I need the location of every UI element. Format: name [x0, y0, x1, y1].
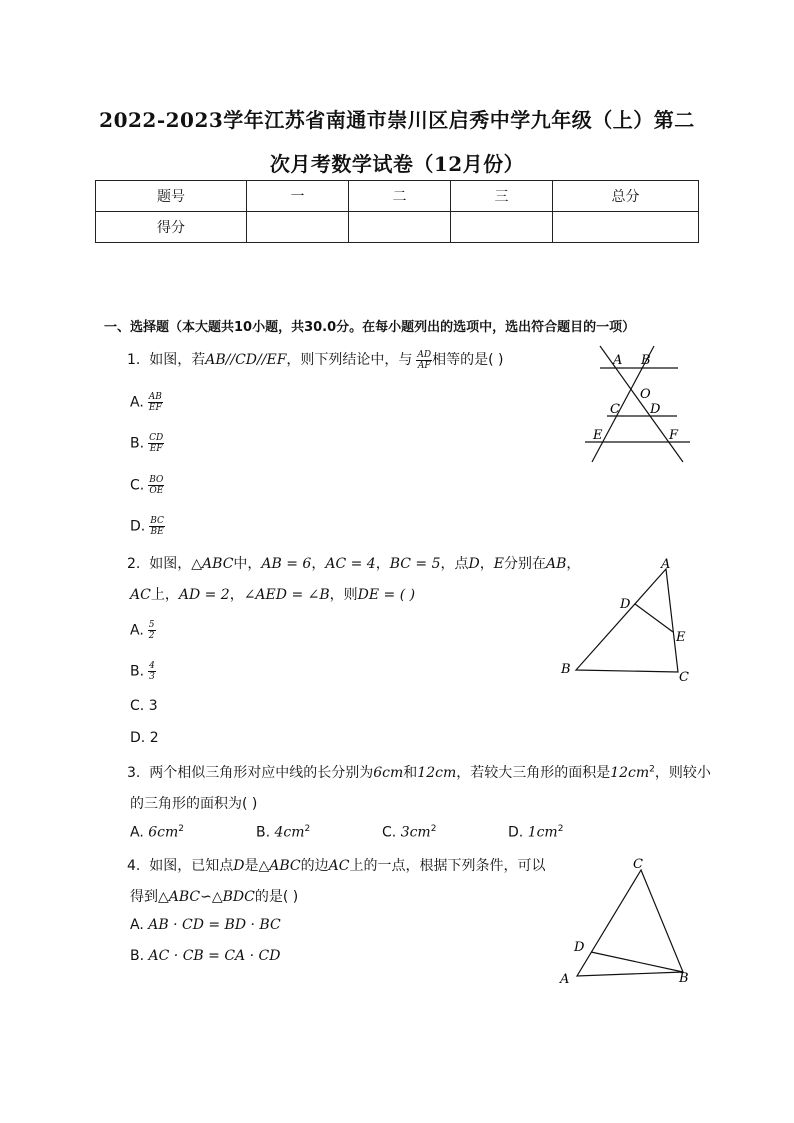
q4-option-b[interactable]	[130, 948, 280, 964]
score-cell[interactable]	[247, 212, 349, 243]
fraction	[148, 392, 163, 413]
math-expression: AC = 4	[325, 556, 376, 572]
triangle-abc	[576, 569, 678, 672]
math-expression: 6cm	[373, 765, 404, 781]
fraction-denominator: OE	[149, 486, 164, 496]
fraction	[148, 620, 156, 641]
label-e: E	[593, 428, 603, 443]
option-letter: A.	[130, 917, 144, 933]
question-number: 2.	[127, 556, 141, 572]
question-text: 中，	[233, 556, 262, 572]
question-text: ，点	[440, 556, 469, 572]
label-d: D	[574, 940, 585, 955]
fraction	[148, 433, 164, 454]
score-header-cell: 二	[349, 181, 451, 212]
question-number: 4.	[127, 858, 141, 874]
label-e: E	[676, 630, 686, 645]
question-text: 得到	[130, 889, 158, 905]
label-b: B	[561, 662, 571, 677]
question-text: 和	[403, 765, 418, 781]
label-c: C	[610, 402, 620, 417]
math-expression: BC = 5	[389, 556, 441, 572]
math-expression: 12cm	[610, 765, 650, 781]
option-letter: C.	[130, 698, 145, 714]
score-row-label: 得分	[96, 212, 247, 243]
fraction-numerator: BO	[149, 475, 164, 485]
q3-option-a[interactable]	[130, 824, 184, 841]
question-4	[127, 855, 545, 875]
math-expression: 12cm	[417, 765, 457, 781]
question-3-line2: 的三角形的面积为( )	[130, 796, 258, 812]
superscript: 2	[178, 824, 184, 834]
section-heading: 一、选择题（本大题共10小题，共30.0分。在每小题列出的选项中，选出符合题目的一项）	[104, 320, 636, 335]
q2-option-d[interactable]	[130, 730, 159, 746]
question-text: ，	[229, 587, 244, 603]
segment-bd	[591, 952, 683, 972]
question-text: ，	[566, 556, 581, 572]
question-text: ，则较小	[654, 765, 711, 781]
option-value: AB · CD = BD · BC	[148, 917, 281, 933]
question-text: 如图，已知点	[149, 858, 234, 874]
fraction-denominator: BE	[150, 527, 164, 537]
exam-title-line2: 次月考数学试卷（12月份）	[269, 152, 525, 176]
math-expression: AD = 2	[178, 587, 230, 603]
option-letter: D.	[130, 730, 146, 746]
option-letter: C.	[382, 824, 397, 841]
option-value: 1cm	[527, 824, 558, 841]
fraction	[148, 661, 156, 682]
fraction	[148, 475, 164, 496]
question-text: 如图，	[149, 556, 192, 572]
question-text: 上，	[150, 587, 179, 603]
fraction-numerator: AD	[417, 349, 432, 360]
question-text: 的边	[300, 858, 329, 874]
question-1	[127, 349, 504, 371]
math-expression: E	[493, 556, 504, 572]
option-letter: B.	[130, 948, 145, 964]
score-table-score-row	[96, 212, 699, 243]
label-c: C	[679, 670, 689, 685]
math-expression: AB	[546, 556, 567, 572]
segment-de	[635, 604, 673, 632]
score-table-header-row	[96, 181, 699, 212]
fraction-denominator: 3	[149, 672, 155, 682]
label-c: C	[633, 857, 643, 872]
math-expression: △ABC∽△BDC	[158, 889, 255, 905]
fraction-numerator: CD	[149, 433, 164, 443]
question-text: 分别在	[504, 556, 546, 572]
score-table	[95, 180, 699, 243]
question-2	[127, 553, 580, 573]
score-cell[interactable]	[451, 212, 553, 243]
option-value: 3	[148, 698, 158, 714]
score-header-cell: 一	[247, 181, 349, 212]
option-letter: C.	[130, 477, 145, 494]
fraction-denominator: EF	[148, 403, 162, 413]
score-cell[interactable]	[349, 212, 451, 243]
fraction-numerator: 4	[149, 661, 155, 671]
option-value: 6cm	[148, 824, 179, 841]
question-3	[127, 762, 711, 782]
score-header-cell: 总分	[553, 181, 699, 212]
q2-option-c[interactable]	[130, 698, 158, 714]
q2-option-b[interactable]	[130, 661, 156, 682]
math-expression: △ABC	[191, 556, 234, 572]
question-text: ，	[375, 556, 390, 572]
question-text: 上的一点，根据下列条件，可以	[349, 858, 546, 874]
question-text: 的是( )	[254, 889, 299, 905]
math-expression: AB//CD//EF	[205, 352, 287, 368]
option-letter: D.	[130, 518, 146, 535]
label-a: A	[613, 353, 623, 368]
fraction	[416, 350, 432, 371]
math-expression: AC	[328, 858, 350, 874]
question-text: 如图，若	[149, 352, 206, 368]
q1-option-a[interactable]	[130, 392, 163, 413]
q2-option-a[interactable]	[130, 620, 156, 641]
math-expression: DE = ( )	[357, 587, 416, 603]
question-text: 两个相似三角形对应中线的长分别为	[149, 765, 374, 781]
label-b: B	[679, 971, 689, 986]
question-4-line2	[130, 886, 298, 906]
label-b: B	[641, 353, 651, 368]
q2-figure	[555, 552, 695, 687]
q3-option-b[interactable]	[256, 824, 310, 841]
q1-figure	[580, 340, 700, 470]
q3-option-d[interactable]	[508, 824, 563, 841]
option-value: 2	[149, 730, 159, 746]
exam-title-line1: 2022-2023学年江苏省南通市崇川区启秀中学九年级（上）第二	[99, 108, 695, 132]
label-a: A	[661, 557, 671, 572]
question-text: 相等的是( )	[432, 352, 504, 368]
label-f: F	[669, 428, 679, 443]
label-a: A	[560, 972, 570, 987]
option-value: AC · CB = CA · CD	[148, 948, 281, 964]
score-header-cell: 题号	[96, 181, 247, 212]
fraction-denominator: EF	[149, 444, 163, 454]
option-letter: B.	[130, 663, 145, 680]
math-expression: AC	[130, 587, 151, 603]
fraction-denominator: 2	[148, 631, 155, 641]
q4-option-a[interactable]	[130, 917, 281, 933]
option-value: 3cm	[400, 824, 431, 841]
math-expression: D	[468, 556, 480, 572]
question-text: ，	[479, 556, 494, 572]
q1-option-b[interactable]	[130, 433, 164, 454]
math-expression: D	[233, 858, 245, 874]
option-letter: A.	[130, 394, 144, 411]
label-d: D	[650, 402, 661, 417]
label-d: D	[620, 597, 631, 612]
question-text: 是	[244, 858, 259, 874]
q4-figure	[555, 852, 700, 990]
fraction-denominator: AF	[417, 360, 431, 371]
math-expression: AB = 6	[261, 556, 312, 572]
fraction-numerator: AB	[148, 392, 162, 402]
question-text: ，则下列结论中，与	[286, 352, 413, 368]
question-text: ，若较大三角形的面积是	[456, 765, 611, 781]
option-letter: A.	[130, 622, 144, 639]
question-number: 3.	[127, 765, 141, 781]
q1-option-c[interactable]	[130, 475, 164, 496]
option-letter: B.	[256, 824, 271, 841]
question-text: ，	[311, 556, 326, 572]
option-letter: B.	[130, 435, 145, 452]
superscript: 2	[557, 824, 564, 834]
math-expression: ∠AED = ∠B	[243, 587, 330, 603]
q3-option-c[interactable]	[382, 824, 436, 841]
score-cell[interactable]	[553, 212, 699, 243]
question-2-line2	[130, 584, 415, 604]
fraction	[149, 516, 165, 537]
fraction-numerator: BC	[150, 516, 164, 526]
option-letter: D.	[508, 824, 524, 841]
option-letter: A.	[130, 824, 144, 841]
fraction-numerator: 5	[148, 620, 155, 630]
option-value: 4cm	[274, 824, 305, 841]
superscript: 2	[430, 824, 437, 834]
score-header-cell: 三	[451, 181, 553, 212]
question-text: ，则	[329, 587, 358, 603]
label-o: O	[640, 387, 651, 402]
superscript: 2	[649, 764, 655, 775]
q1-option-d[interactable]	[130, 516, 165, 537]
superscript: 2	[304, 824, 311, 834]
math-expression: △ABC	[258, 858, 301, 874]
question-number: 1.	[127, 352, 141, 368]
